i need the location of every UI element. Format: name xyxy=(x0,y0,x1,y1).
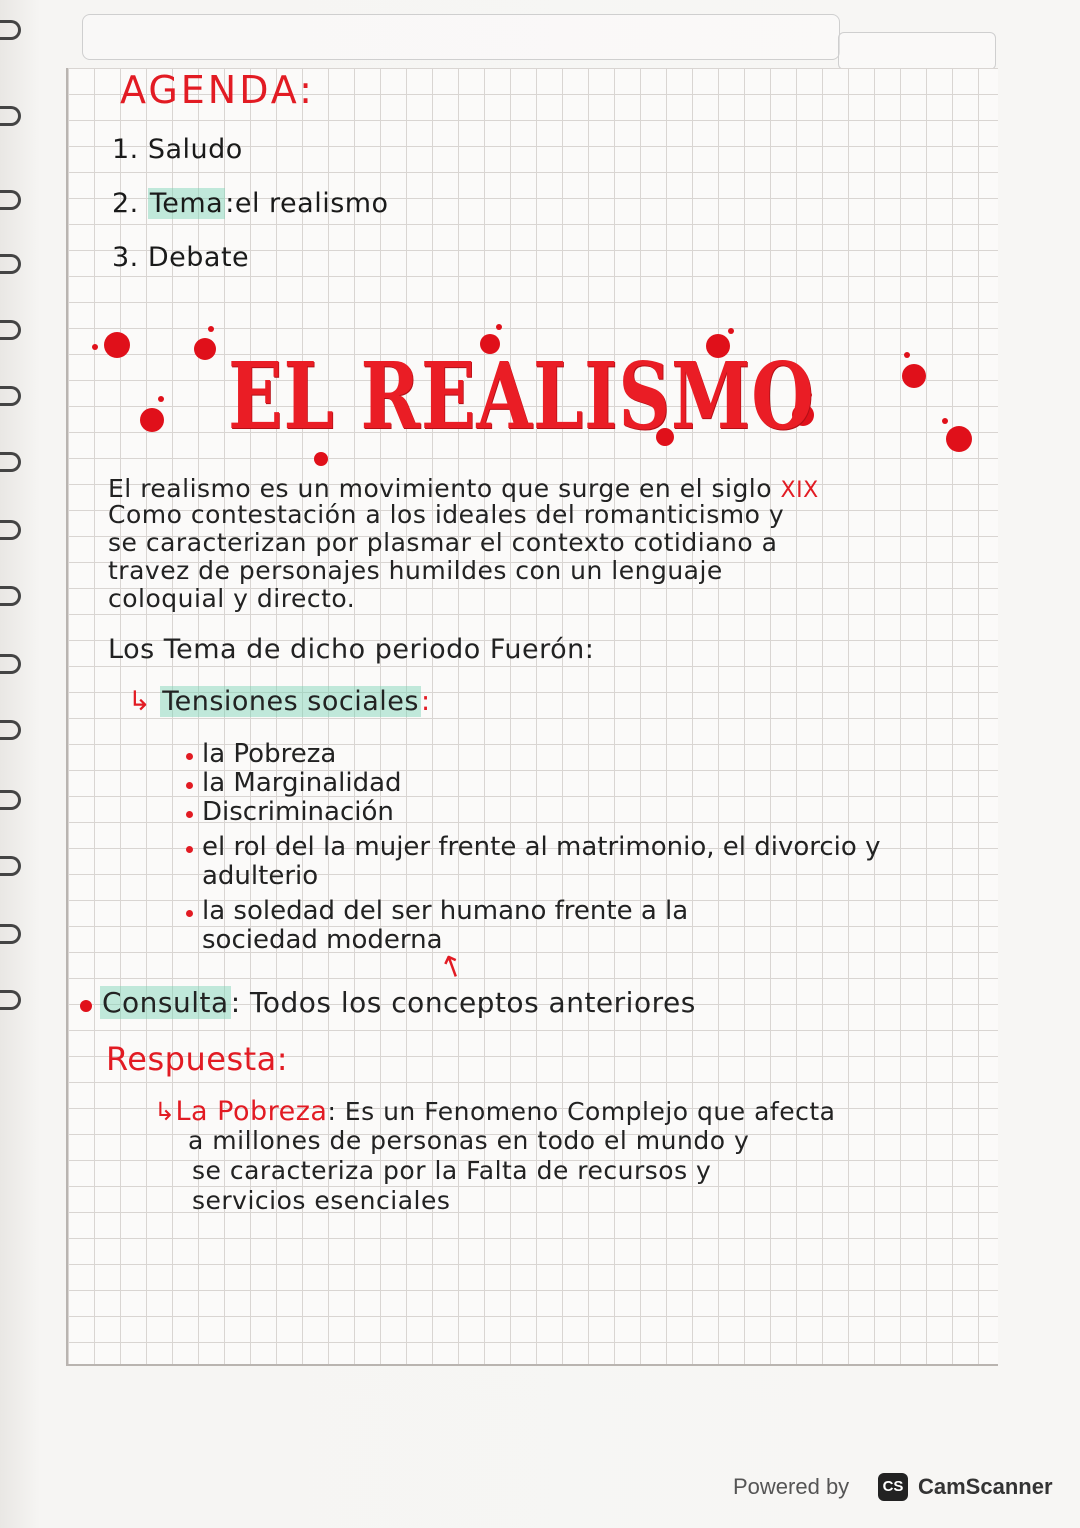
social-tensions-heading xyxy=(128,686,431,717)
social-tensions-label: Tensiones sociales xyxy=(162,686,419,717)
bullet-dot xyxy=(80,1000,92,1012)
respuesta-line-1 xyxy=(154,1096,835,1127)
respuesta-line-4: servicios esenciales xyxy=(192,1186,451,1215)
decorative-dot xyxy=(194,338,216,360)
decorative-dot xyxy=(158,396,164,402)
arrow-icon: ↳ xyxy=(154,1097,176,1126)
decorative-dot xyxy=(496,324,502,330)
list-item: la Marginalidad xyxy=(186,769,880,798)
binder-ring xyxy=(0,856,21,876)
arrow-up-icon: ↑ xyxy=(434,946,471,989)
list-item: Discriminación xyxy=(186,798,880,827)
consulta-text: : Todos los conceptos anteriores xyxy=(230,986,696,1019)
decorative-dot xyxy=(208,326,214,332)
agenda-item-3 xyxy=(112,242,249,273)
notebook-date-box xyxy=(838,32,996,70)
binder-ring xyxy=(0,452,21,472)
intro-line-3: se caracterizan por plasmar el contexto cotidiano a xyxy=(108,528,778,557)
agenda-title: AGENDA: xyxy=(120,68,315,112)
decorative-dot xyxy=(904,352,910,358)
decorative-dot xyxy=(92,344,98,350)
list-item: el rol del la mujer frente al matrimonio, el divorcio y xyxy=(186,833,880,862)
decorative-dot xyxy=(140,408,164,432)
agenda-item-text: Debate xyxy=(147,242,250,273)
binder-ring xyxy=(0,924,21,944)
binder-ring xyxy=(0,586,21,606)
binder-ring xyxy=(0,520,21,540)
decorative-dot xyxy=(104,332,130,358)
binder-ring xyxy=(0,654,21,674)
binder-ring xyxy=(0,190,21,210)
consulta-label: Consulta xyxy=(102,986,229,1019)
respuesta-term: La Pobreza xyxy=(175,1096,328,1127)
consulta-line xyxy=(100,986,696,1019)
century-label: XIX xyxy=(780,478,819,503)
notebook-header-box xyxy=(82,14,840,60)
agenda-item-label: Tema xyxy=(149,188,224,219)
intro-line-1 xyxy=(108,474,819,503)
intro-line-4: travez de personajes humildes con un lenguaje xyxy=(108,556,723,585)
respuesta-line-2: a millones de personas en todo el mundo y xyxy=(188,1126,750,1155)
agenda-item-text: :el realismo xyxy=(225,188,389,219)
agenda-item-number: 3. xyxy=(112,242,139,273)
agenda-item-number: 1. xyxy=(112,134,139,165)
decorative-dot xyxy=(946,426,972,452)
list-item: la soledad del ser humano frente a la xyxy=(186,897,880,926)
camscanner-logo-icon: CS xyxy=(878,1473,908,1501)
intro-line-2: Como contestación a los ideales del romanticismo y xyxy=(108,500,785,529)
main-title: EL REALISMO xyxy=(228,342,815,450)
intro-line-5: coloquial y directo. xyxy=(108,584,356,613)
list-item-continuation: sociedad moderna xyxy=(202,925,443,955)
binder-ring xyxy=(0,106,21,126)
decorative-dot xyxy=(314,452,328,466)
colon-mark: : xyxy=(420,686,431,717)
respuesta-line-3: se caracteriza por la Falta de recursos y xyxy=(192,1156,712,1185)
agenda-item-2 xyxy=(112,188,389,219)
binder-ring xyxy=(0,386,21,406)
binder-ring xyxy=(0,990,21,1010)
agenda-item-text: Saludo xyxy=(147,134,243,165)
camscanner-brand: CamScanner xyxy=(918,1474,1053,1499)
binder-ring xyxy=(0,720,21,740)
list-item-continuation: adulterio xyxy=(202,861,319,891)
intro-line-text: El realismo es un movimiento que surge en el siglo xyxy=(108,474,773,503)
decorative-dot xyxy=(902,364,926,388)
binder-ring xyxy=(0,20,21,40)
binder-ring xyxy=(0,790,21,810)
decorative-dot xyxy=(942,418,948,424)
decorative-dot xyxy=(728,328,734,334)
social-tensions-list xyxy=(186,740,880,955)
respuesta-text: : Es un Fenomeno Complejo que afecta xyxy=(327,1097,836,1126)
list-item: la Pobreza xyxy=(186,740,880,769)
agenda-item-1 xyxy=(112,134,243,165)
respuesta-label: Respuesta: xyxy=(106,1040,289,1078)
powered-by-text: Powered by xyxy=(733,1474,850,1499)
binder-ring xyxy=(0,254,21,274)
arrow-icon: ↳ xyxy=(128,686,152,717)
binder-ring xyxy=(0,320,21,340)
agenda-item-number: 2. xyxy=(112,188,139,219)
topics-intro: Los Tema de dicho periodo Fuerón: xyxy=(108,634,595,665)
